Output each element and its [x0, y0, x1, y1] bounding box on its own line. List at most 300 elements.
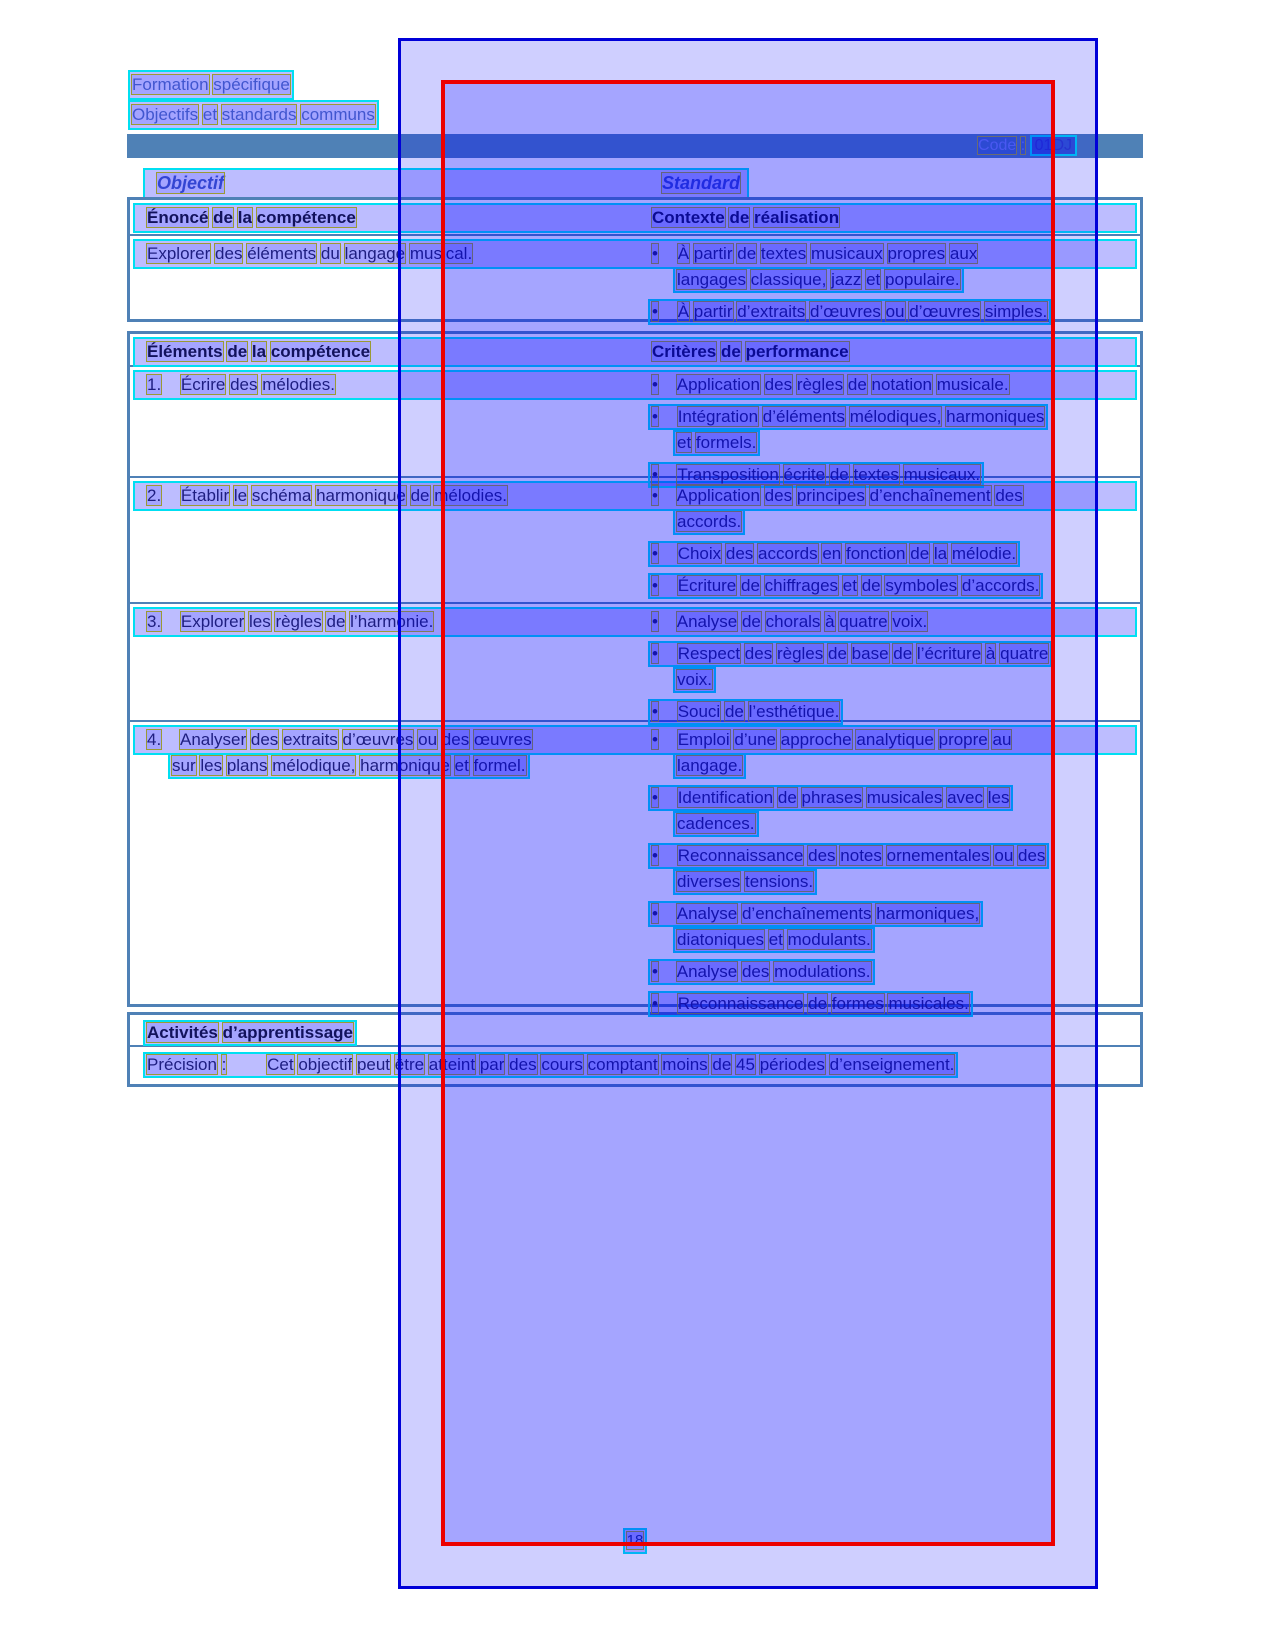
ocr-word: mélodies.: [434, 486, 508, 505]
bullet-icon: •: [652, 730, 658, 749]
ocr-word: Standard: [662, 173, 741, 193]
ocr-word: œuvres: [473, 730, 532, 749]
ocr-line: [648, 641, 1132, 667]
right-cell: [648, 205, 1132, 228]
ocr-line-box: [143, 372, 339, 398]
ocr-line-box: [673, 927, 875, 953]
ocr-word: la: [933, 544, 948, 563]
ocr-word: de: [712, 1055, 732, 1074]
table-activites-apprentissage: [127, 1012, 1143, 1087]
ocr-line-box: [648, 299, 1051, 325]
ocr-word: voix.: [892, 612, 928, 631]
right-cell: [648, 339, 1132, 359]
ocr-word: moins: [662, 1055, 708, 1074]
ocr-word: être: [394, 1055, 425, 1074]
ocr-word: performance: [745, 342, 849, 361]
ocr-word: mélodique,: [272, 756, 356, 775]
ocr-line-box: [648, 641, 1052, 667]
ocr-word: Éléments: [147, 342, 223, 361]
ocr-word: musicale.: [936, 375, 1009, 394]
ocr-word: compétence: [256, 208, 356, 227]
ocr-word: schéma: [251, 486, 312, 505]
ocr-word: de: [829, 465, 849, 484]
ocr-word: et: [202, 105, 218, 124]
ocr-word: Précision: [147, 1055, 217, 1074]
ocr-word: d’œuvres: [810, 302, 881, 321]
ocr-word: Établir: [180, 486, 230, 505]
right-cell: [658, 170, 744, 193]
ocr-line-box: [128, 100, 379, 130]
right-cell: [648, 609, 1132, 721]
ocr-word: de: [893, 644, 913, 663]
ocr-word: formes: [831, 994, 884, 1013]
ocr-word: en: [822, 544, 842, 563]
ocr-word: formels.: [695, 433, 757, 452]
ocr-word: notes: [840, 846, 882, 865]
left-cell: [143, 339, 648, 359]
ocr-word: de: [729, 208, 750, 227]
ocr-word: la: [251, 342, 267, 361]
ocr-line: [648, 205, 1132, 231]
bullet-icon: •: [652, 465, 658, 484]
ocr-line: [143, 205, 648, 231]
ocr-word: chiffrages: [764, 576, 839, 595]
ocr-word: classique,: [750, 270, 827, 289]
ocr-line: [648, 541, 1132, 567]
left-cell: [143, 205, 648, 228]
ocr-word: des: [741, 962, 770, 981]
ocr-word: langage.: [677, 756, 743, 775]
ocr-line: [648, 609, 1132, 635]
ocr-word: Objectifs: [132, 105, 199, 124]
bullet-item: [648, 959, 1132, 985]
ocr-line-box: [648, 541, 1020, 567]
ocr-line-box: [143, 483, 511, 509]
ocr-line-box: [673, 267, 964, 293]
ocr-line: [153, 170, 658, 196]
bullet-item: [648, 991, 1132, 1017]
ocr-word: des: [725, 544, 754, 563]
ocr-word: textes: [853, 465, 899, 484]
ocr-line-box: [648, 609, 931, 635]
ocr-word: quatre: [839, 612, 888, 631]
bullet-item: [648, 727, 1132, 779]
ocr-word: et: [866, 270, 881, 289]
ocr-word: Explorer: [147, 244, 211, 263]
ocr-word: musicaux.: [903, 465, 981, 484]
ocr-word: de: [737, 244, 757, 263]
ocr-word: de: [721, 342, 741, 361]
bullet-icon: •: [652, 244, 658, 263]
ocr-line-box: [648, 843, 1049, 869]
ocr-word: d’éléments: [762, 407, 845, 426]
ocr-word: langage: [344, 244, 406, 263]
code-bar: [127, 134, 1143, 158]
ocr-word: ou: [418, 730, 438, 749]
ocr-word: du: [320, 244, 340, 263]
ocr-word: accords: [758, 544, 818, 563]
ocr-word: Code: [978, 137, 1017, 154]
ocr-line: [648, 811, 1132, 837]
right-cell: [648, 727, 1132, 1017]
ocr-word: règles: [275, 612, 322, 631]
ocr-line: [648, 372, 1132, 398]
ocr-word: des: [808, 846, 836, 865]
ocr-word: comptant: [587, 1055, 658, 1074]
ocr-word: musicales: [866, 788, 943, 807]
ocr-line: [648, 991, 1132, 1017]
ocr-line: [648, 299, 1132, 325]
ocr-word: Écrire: [180, 375, 226, 394]
ocr-word: standards: [221, 105, 297, 124]
ocr-word: Reconnaissance: [677, 846, 804, 865]
ocr-word: 18: [626, 1532, 644, 1549]
ocr-word: populaire.: [884, 270, 960, 289]
ocr-word: et: [454, 756, 469, 775]
ocr-word: l’écriture: [916, 644, 982, 663]
ocr-word: Contexte: [652, 208, 725, 227]
table1-body-row: [130, 236, 1140, 331]
ocr-word: simples.: [984, 302, 1048, 321]
ocr-word: modulants.: [787, 930, 871, 949]
ocr-line-box: [143, 241, 476, 267]
bullet-item: [648, 785, 1132, 837]
ocr-line: [648, 483, 1132, 509]
bullet-icon: •: [652, 904, 658, 923]
code-value: 01DJ: [1030, 135, 1077, 156]
ocr-word: 1.: [147, 375, 162, 394]
table-enonce-competence: [127, 197, 1143, 322]
ocr-line: [648, 430, 1132, 456]
right-cell: [648, 241, 1132, 325]
ocr-line-box: [153, 170, 228, 196]
ocr-word: de: [910, 544, 930, 563]
ocr-word: diverses: [677, 872, 741, 891]
ocr-word: le: [233, 486, 248, 505]
ocr-word: partir: [693, 302, 733, 321]
ocr-word: partir: [693, 244, 733, 263]
table2-row-3: [130, 602, 1140, 720]
ocr-word: Reconnaissance: [677, 994, 804, 1013]
bullet-icon: •: [652, 702, 658, 721]
ocr-word: ornementales: [886, 846, 990, 865]
bullet-item: [648, 241, 1132, 293]
ocr-word: éléments: [247, 244, 317, 263]
ocr-word: d’œuvres: [909, 302, 981, 321]
ocr-word: des: [230, 375, 258, 394]
ocr-word: d’enchaînement: [869, 486, 991, 505]
ocr-word: d’accords.: [961, 576, 1040, 595]
ocr-word: d’apprentissage: [222, 1023, 353, 1042]
ocr-word: objectif: [298, 1055, 353, 1074]
ocr-word: cours: [541, 1055, 583, 1074]
ocr-word: d’œuvres: [342, 730, 414, 749]
table2-row-2: [130, 476, 1140, 602]
ocr-word: ou: [994, 846, 1014, 865]
bullet-item: [648, 299, 1132, 325]
ocr-word: 3.: [147, 612, 162, 631]
bullet-item: [648, 404, 1132, 456]
left-cell: [143, 609, 648, 714]
ocr-word: spécifique: [213, 75, 290, 94]
ocr-line: [128, 100, 379, 130]
ocr-line: [648, 927, 1132, 953]
ocr-line-box: [648, 901, 983, 927]
ocr-word: Cet: [267, 1055, 294, 1074]
ocr-word: de: [847, 375, 867, 394]
ocr-word: règles: [796, 375, 844, 394]
ocr-word: Critères: [652, 342, 717, 361]
ocr-word: textes: [760, 244, 807, 263]
column-headers-row: [127, 160, 1143, 193]
bullet-item: [648, 483, 1132, 535]
bullet-icon: •: [652, 302, 658, 321]
ocr-line: [648, 667, 1132, 693]
ocr-line-box: [673, 753, 746, 779]
ocr-word: d’enchaînements: [741, 904, 872, 923]
ocr-word: propre: [938, 730, 988, 749]
ocr-word: Analyser: [179, 730, 247, 749]
ocr-word: harmonique: [316, 486, 406, 505]
table1-header-row: [130, 200, 1140, 236]
ocr-word: diatoniques: [677, 930, 764, 949]
ocr-word: l’harmonie.: [350, 612, 434, 631]
ocr-word: d’extraits: [737, 302, 806, 321]
bullet-item: [648, 641, 1132, 693]
ocr-line: [143, 1020, 648, 1046]
bullet-icon: •: [652, 846, 658, 865]
ocr-line-box: [648, 785, 1013, 811]
ocr-word: l’esthétique.: [748, 702, 840, 721]
bullet-item: [648, 609, 1132, 635]
ocr-line-box: [648, 483, 1027, 509]
ocr-word: Respect: [677, 644, 741, 663]
ocr-line: [648, 869, 1132, 895]
ocr-word: mélodiques,: [849, 407, 942, 426]
right-cell: [648, 1020, 1132, 1039]
ocr-word: des: [764, 486, 793, 505]
ocr-line-box: [673, 509, 745, 535]
ocr-word: compétence: [270, 342, 371, 361]
ocr-line-box: [648, 959, 875, 985]
ocr-word: des: [215, 244, 243, 263]
ocr-word: communs: [301, 105, 375, 124]
ocr-line: [128, 70, 379, 100]
ocr-word: écrite: [783, 465, 826, 484]
ocr-line: [143, 483, 648, 509]
ocr-word: de: [861, 576, 881, 595]
ocr-word: Objectif: [157, 173, 225, 193]
ocr-line-box: [673, 430, 760, 456]
ocr-line-box: [143, 609, 437, 635]
ocr-word: de: [724, 702, 744, 721]
ocr-word: ou: [885, 302, 905, 321]
bullet-item: [648, 541, 1132, 567]
ocr-word: Analyse: [676, 962, 738, 981]
ocr-word: :: [1020, 137, 1026, 154]
ocr-word: voix.: [677, 670, 712, 689]
ocr-word: et: [677, 433, 692, 452]
ocr-line: [648, 959, 1132, 985]
ocr-word: jazz: [831, 270, 862, 289]
ocr-word: tensions.: [745, 872, 814, 891]
ocr-word: Écriture: [677, 576, 737, 595]
ocr-word: À: [677, 244, 690, 263]
ocr-word: Choix: [677, 544, 722, 563]
ocr-line: [648, 785, 1132, 811]
left-cell: [143, 1020, 648, 1042]
ocr-word: par: [479, 1055, 505, 1074]
ocr-line-box: [143, 1052, 958, 1078]
ocr-word: les: [987, 788, 1010, 807]
ocr-line-box: [648, 372, 1013, 398]
ocr-word: de: [213, 208, 233, 227]
bullet-item: [648, 843, 1132, 895]
ocr-word: Analyse: [676, 612, 738, 631]
ocr-word: et: [768, 930, 783, 949]
page-number: [127, 1528, 1143, 1554]
ocr-word: peut: [356, 1055, 391, 1074]
bullet-icon: •: [652, 644, 658, 663]
ocr-word: d’une: [734, 730, 776, 749]
ocr-word: Application: [676, 375, 760, 394]
page-content: [127, 0, 1143, 1549]
ocr-word: des: [744, 644, 773, 663]
ocr-line-box: [658, 170, 744, 196]
code-line: [978, 135, 1077, 156]
ocr-word: musical.: [409, 244, 473, 263]
bullet-icon: •: [652, 407, 658, 426]
ocr-word: au: [992, 730, 1012, 749]
ocr-word: la: [237, 208, 252, 227]
ocr-line-box: [673, 869, 817, 895]
ocr-line-box: [648, 991, 973, 1017]
precision-row: [130, 1047, 1140, 1084]
ocr-line-box: [143, 727, 536, 753]
ocr-line-box: [168, 753, 530, 779]
ocr-word: des: [441, 730, 470, 749]
ocr-line-box: [648, 339, 853, 365]
ocr-word: à: [825, 612, 835, 631]
ocr-word: Souci: [677, 702, 721, 721]
ocr-word: À: [677, 302, 690, 321]
ocr-word: de: [828, 644, 847, 663]
ocr-line-box: [673, 667, 716, 693]
ocr-word: harmoniques,: [876, 904, 980, 923]
bullet-icon: •: [652, 375, 658, 394]
ocr-word: Identification: [677, 788, 774, 807]
ocr-word: à: [985, 644, 996, 663]
bullet-item: [648, 372, 1132, 398]
ocr-word: Formation: [132, 75, 209, 94]
ocr-word: Emploi: [677, 730, 730, 749]
ocr-word: et: [842, 576, 857, 595]
bullet-icon: •: [652, 486, 658, 505]
ocr-line-box: [143, 1020, 357, 1046]
ocr-line: [648, 339, 1132, 365]
ocr-line: [658, 170, 744, 196]
left-cell: [143, 483, 648, 596]
ocr-line: [648, 404, 1132, 430]
ocr-word: de: [227, 342, 248, 361]
right-cell: [648, 372, 1132, 484]
ocr-word: formel.: [473, 756, 526, 775]
ocr-word: Transposition: [677, 465, 779, 484]
ocr-word: plans: [226, 756, 268, 775]
ocr-word: phrases: [801, 788, 863, 807]
ocr-line-box: [648, 205, 843, 231]
ocr-line-box: [623, 1528, 648, 1554]
ocr-line-box: [648, 241, 981, 267]
bullet-item: [648, 573, 1132, 599]
ocr-word: les: [248, 612, 271, 631]
ocr-word: propres: [887, 244, 946, 263]
ocr-word: d’enseignement.: [829, 1055, 955, 1074]
ocr-line: [648, 509, 1132, 535]
ocr-word: accords.: [677, 512, 742, 531]
bullet-icon: •: [652, 576, 658, 595]
table3-header-row: [130, 1015, 1140, 1047]
ocr-line: [648, 727, 1132, 753]
ocr-line: [648, 753, 1132, 779]
ocr-line: [648, 573, 1132, 599]
ocr-line-box: [143, 205, 360, 231]
right-cell: [648, 483, 1132, 596]
ocr-word: Énoncé: [147, 208, 209, 227]
ocr-word: de: [808, 994, 828, 1013]
ocr-line-box: [648, 573, 1043, 599]
ocr-line-box: [143, 339, 374, 365]
left-cell: [143, 372, 648, 470]
ocr-word: des: [995, 486, 1023, 505]
ocr-word: principes: [796, 486, 865, 505]
ocr-word: cadences.: [677, 814, 755, 833]
ocr-word: de: [410, 486, 430, 505]
bullet-icon: •: [652, 544, 658, 563]
ocr-word: fonction: [845, 544, 906, 563]
column-headers: [140, 165, 752, 193]
ocr-word: des: [764, 375, 793, 394]
ocr-word: de: [741, 612, 761, 631]
ocr-line-box: [128, 70, 294, 100]
ocr-line: [143, 1052, 958, 1078]
bullet-icon: •: [652, 612, 658, 631]
ocr-word: des: [509, 1055, 537, 1074]
ocr-word: de: [326, 612, 346, 631]
table2-row-1: [130, 367, 1140, 484]
ocr-word: harmoniques: [946, 407, 1045, 426]
ocr-word: 45: [736, 1055, 755, 1074]
ocr-word: modulations.: [774, 962, 871, 981]
ocr-line: [648, 901, 1132, 927]
ocr-word: analytique: [856, 730, 934, 749]
ocr-word: mélodies.: [262, 375, 335, 394]
ocr-line: [648, 699, 1132, 725]
table2-header-row: [130, 334, 1140, 367]
table2-row-4: [130, 720, 1140, 1023]
bullet-icon: •: [652, 994, 658, 1013]
ocr-line: [143, 753, 648, 779]
ocr-line-box: [648, 727, 1015, 753]
ocr-line: [143, 727, 648, 753]
ocr-word: base: [851, 644, 889, 663]
ocr-word: règles: [776, 644, 824, 663]
ocr-word: Explorer: [180, 612, 245, 631]
ocr-line: [143, 339, 648, 365]
ocr-word: de: [777, 788, 797, 807]
ocr-word: aux: [949, 244, 978, 263]
ocr-word: 4.: [147, 730, 162, 749]
